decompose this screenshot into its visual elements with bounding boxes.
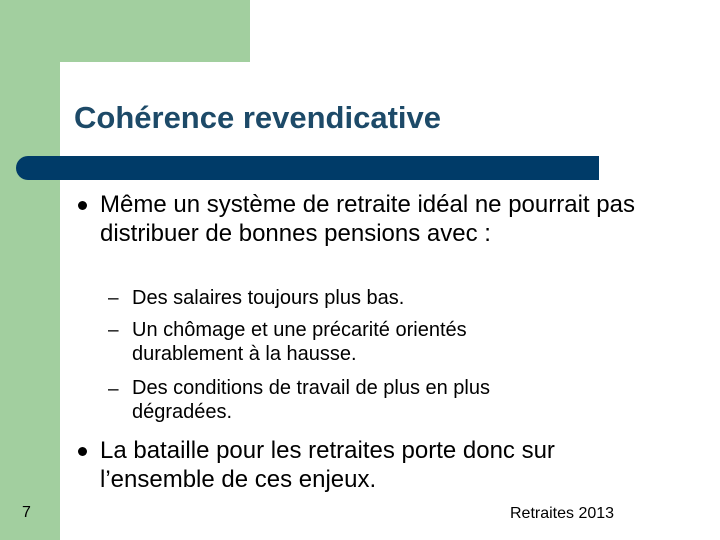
sub-bullet-dash-2: – <box>108 320 119 341</box>
slide-title: Cohérence revendicative <box>74 100 442 135</box>
sub-bullet-text-1: Des salaires toujours plus bas. <box>132 287 405 309</box>
bullet-text-1: Même un système de retraite idéal ne pourrait pas distribuer de bonnes pensions avec : <box>100 191 635 247</box>
bullet-dot-1 <box>78 201 87 210</box>
page-number: 7 <box>22 504 31 521</box>
bullet-dot-2 <box>78 447 87 456</box>
bullet-text-2: La bataille pour les retraites porte donc sur l’ensemble de ces enjeux. <box>100 437 555 493</box>
sub-bullet-dash-1: – <box>108 288 119 309</box>
sub-bullet-text-3: Des conditions de travail de plus en plus dégradées. <box>132 377 490 423</box>
sub-bullet-text-2: Un chômage et une précarité orientés durablement à la hausse. <box>132 319 467 365</box>
footer-text: Retraites 2013 <box>510 505 615 522</box>
sub-bullet-dash-3: – <box>108 379 119 400</box>
